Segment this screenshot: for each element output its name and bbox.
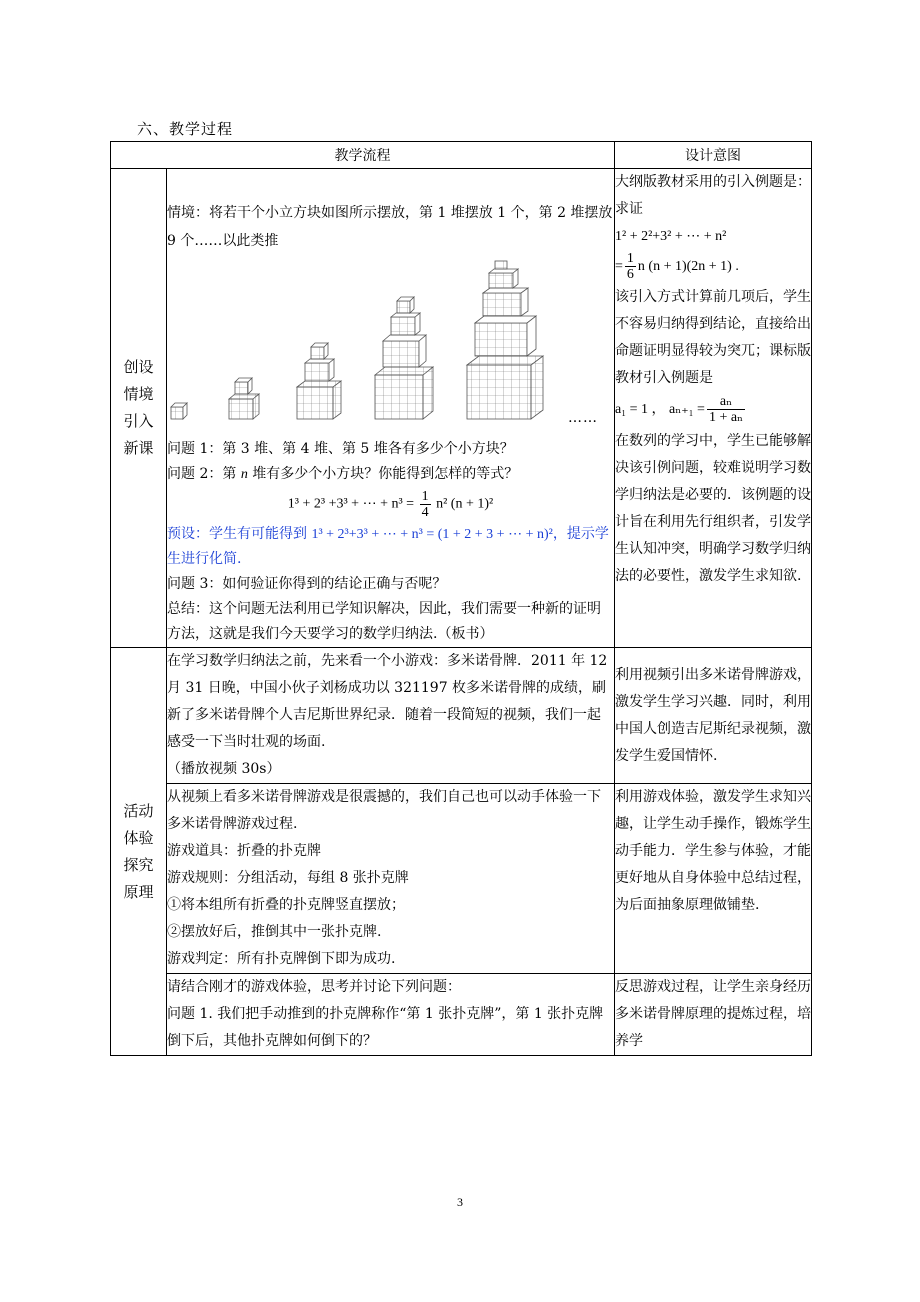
section-title: 六、教学过程: [137, 120, 234, 138]
eq-lhs: 1³ + 2³ +3³ + ⋯ + n³ =: [287, 496, 415, 512]
intent-text: 利用视频引出多米诺骨牌游戏，激发学生学习兴趣．同时，利用中国人创造吉尼斯纪录视频，激发学生爱国情怀.: [615, 667, 811, 764]
q2-prefix: 问题 2：第: [167, 466, 241, 482]
f3-num: aₙ: [707, 394, 745, 410]
eq-coef-fraction: [420, 489, 431, 520]
flow-line: ①将本组所有折叠的扑克牌竖直摆放；: [167, 897, 405, 913]
eq-coef-den: 4: [421, 505, 429, 520]
stage-char: 活动: [123, 801, 154, 820]
situation-text: 情境：将若干个小立方块如图所示摆放，第 1 堆摆放 1 个，第 2 堆摆放 9 个……以此类推: [167, 205, 613, 249]
summary-text: 总结：这个问题无法利用已学知识解决，因此，我们需要一种新的证明方法，这就是我们今天要学习的数学归纳法.（板书）: [167, 601, 601, 642]
stage-char: 创设: [123, 358, 154, 376]
intent-cell-domino-game: [615, 784, 812, 974]
header-flow: 教学流程: [111, 142, 615, 169]
f2-num: 1: [626, 251, 634, 267]
table-row: [111, 784, 812, 974]
flow-cell-domino-game: [167, 784, 615, 974]
f3-fraction: [707, 394, 745, 425]
f2-den: 6: [626, 267, 634, 283]
flow-line: ②摆放好后，推倒其中一张扑克牌.: [167, 924, 382, 940]
flow-line: 在学习数学归纳法之前，先来看一个小游戏：多米诺骨牌．2011 年 12 月 31 日晚，中国小伙子刘杨成功以 321197 枚多米诺骨牌的成绩，刷新了多米诺骨牌个人吉尼斯世界纪录．随着一段简短的视频，我们一起感受一下当时壮观的场面.: [167, 653, 608, 750]
intent-cell-domino-reflect: [615, 974, 812, 1056]
eq-coef-num: 1: [421, 489, 429, 504]
flow-line: （播放视频 30s）: [167, 761, 281, 777]
stage-char: 引入: [123, 412, 154, 430]
table-row: [111, 169, 812, 648]
eq-rhs: n² (n + 1)²: [436, 496, 494, 512]
header-intent: 设计意图: [615, 142, 812, 169]
intent-p1: 大纲版教材采用的引入例题是：求证: [615, 174, 811, 217]
flow-line: 从视频上看多米诺骨牌游戏是很震撼的，我们自己也可以动手体验一下多米诺骨牌游戏过程.: [167, 789, 601, 832]
stage-char: 新课: [123, 439, 154, 457]
table-row: [111, 648, 812, 784]
stage-char: 探究: [123, 855, 154, 874]
flow-cell-intro: [167, 169, 615, 648]
stage-char: 原理: [123, 882, 154, 901]
preset-text: [167, 522, 614, 572]
flow-line: 游戏规则：分组活动，每组 8 张扑克牌: [167, 870, 409, 886]
flow-line: 问题 1. 我们把手动推到的扑克牌称作“第 1 张扑克牌”，第 1 张扑克牌倒下后，其他扑克牌如何倒下的？: [167, 1006, 604, 1049]
cube-stacks-figure: [167, 259, 614, 435]
f2-fraction: [625, 251, 636, 282]
flow-line: 游戏道具：折叠的扑克牌: [167, 843, 321, 859]
intent-p2: 该引入方式计算前几项后，学生不容易归纳得到结论，直接给出命题证明显得较为突兀；课标版教材引入例题是: [615, 289, 811, 386]
preset-formula: 1³ + 2³+3³ + ⋯ + n³ = (1 + 2 + 3 + ⋯ + n)²: [311, 527, 553, 542]
question-2: [167, 462, 614, 487]
preset-suffix: ，提示学生进行化简.: [167, 526, 609, 567]
stage-char: 情境: [123, 385, 154, 403]
page-number: 3: [457, 1195, 463, 1209]
q2-var: n: [240, 467, 248, 482]
cube-stacks-illustration: [167, 259, 597, 435]
intent-formula-3: [615, 392, 811, 428]
intent-formula-2: [615, 250, 811, 284]
preset-prefix: 预设：学生有可能得到: [167, 526, 312, 542]
teaching-process-table: [110, 141, 812, 1056]
f3-b: aₙ₊₁ =: [669, 402, 705, 417]
stage-char: 体验: [123, 828, 154, 847]
table-row: [111, 974, 812, 1056]
flow-cell-domino-intro: [167, 648, 615, 784]
cube-sum-equation: [167, 489, 614, 520]
f2-prefix: =: [615, 259, 623, 274]
intent-text: 反思游戏过程，让学生亲身经历多米诺骨牌原理的提炼过程，培养学: [615, 979, 811, 1049]
q2-suffix: 堆有多少个小方块？你能得到怎样的等式？: [247, 466, 519, 482]
intent-p3: 在数列的学习中，学生已能够解决该引例问题，较难说明学习数学归纳法是必要的．该例题的设计旨在利用先行组织者，引发学生认知冲突，明确学习数学归纳法的必要性，激发学生求知欲.: [615, 433, 811, 584]
flow-cell-domino-reflect: [167, 974, 615, 1056]
f2-suffix: n (n + 1)(2n + 1) .: [637, 259, 739, 274]
flow-line: 请结合刚才的游戏体验，思考并讨论下列问题：: [167, 979, 461, 995]
figure-ellipsis: ……: [568, 410, 598, 426]
table-header-row: [111, 142, 812, 169]
f3-a: a₁ = 1 ，: [615, 402, 666, 417]
intent-cell-intro: [615, 169, 812, 648]
stage-label-intro: [111, 169, 167, 648]
stage-label-activity: [111, 648, 167, 1056]
f3-den: 1 + aₙ: [708, 410, 744, 426]
intent-text: 利用游戏体验，激发学生求知兴趣，让学生动手操作，锻炼学生动手能力．学生参与体验，才能更好地从自身体验中总结过程，为后面抽象原理做铺垫.: [615, 789, 811, 913]
intent-cell-domino-intro: [615, 648, 812, 784]
flow-line: 游戏判定：所有扑克牌倒下即为成功.: [167, 951, 396, 967]
intent-formula-1: 1² + 2²+3² + ⋯ + n²: [615, 229, 727, 244]
question-3: 问题 3：如何验证你得到的结论正确与否呢？: [167, 576, 447, 592]
question-1: 问题 1：第 3 堆、第 4 堆、第 5 堆各有多少个小方块？: [167, 441, 514, 457]
